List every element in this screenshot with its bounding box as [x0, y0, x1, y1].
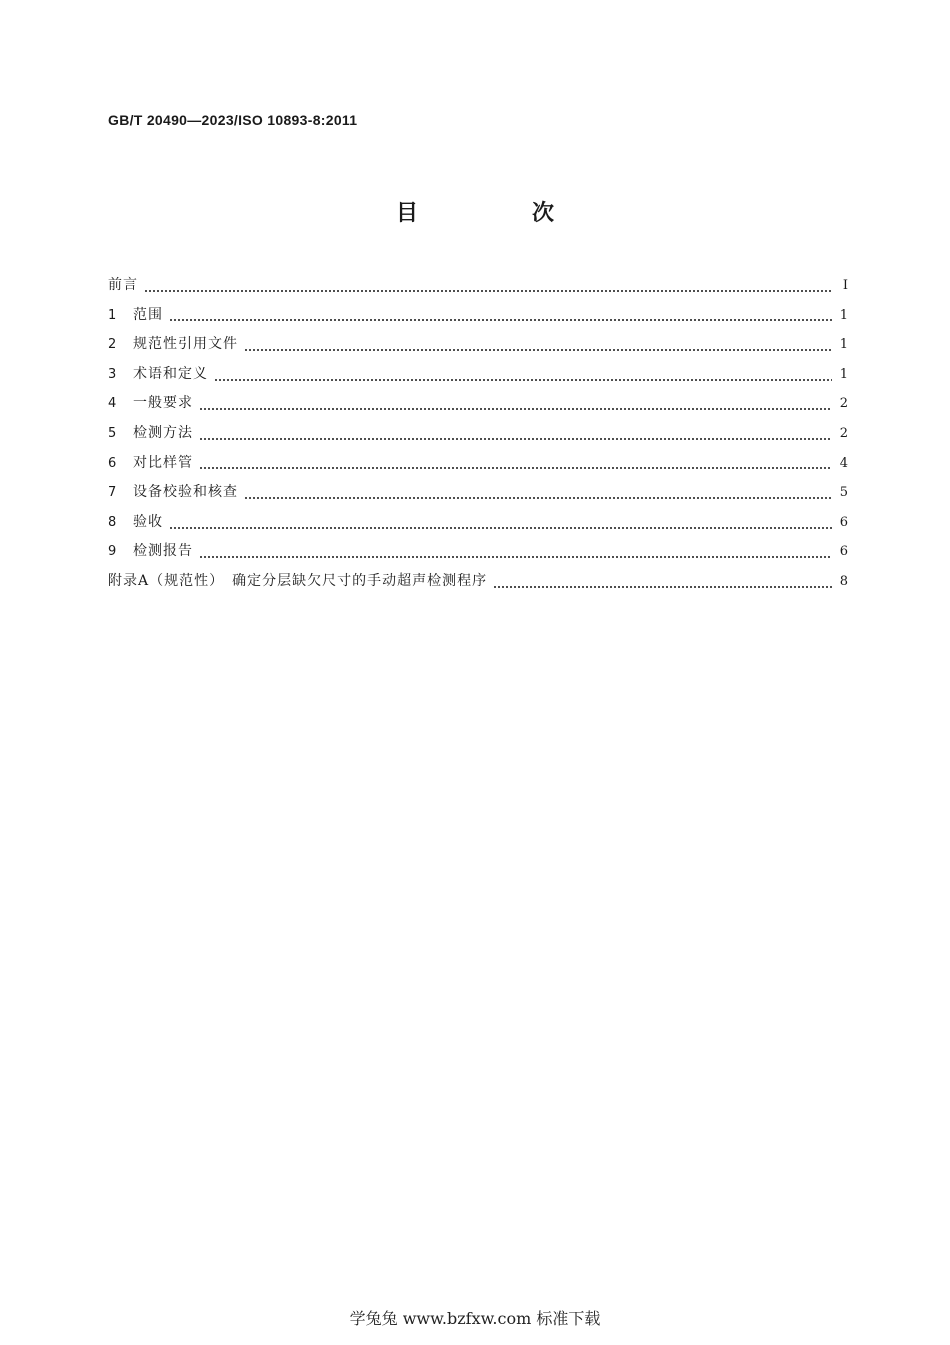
toc-entry-9[interactable]	[108, 540, 848, 570]
toc-entry-label: 设备校验和核查	[133, 484, 238, 501]
toc-entry-number: 8	[108, 514, 117, 530]
toc-entry-number: 5	[108, 425, 117, 441]
toc-entry-3[interactable]	[108, 363, 848, 393]
dot-leader	[199, 402, 832, 416]
toc-entry-label: 范围	[133, 306, 163, 323]
toc-page-number: 2	[839, 396, 848, 412]
toc-entry-number: 1	[108, 307, 117, 323]
toc-page-number: 8	[839, 573, 848, 589]
dot-leader	[199, 550, 832, 564]
toc-entry-label: 附录A（规范性） 确定分层缺欠尺寸的手动超声检测程序	[108, 572, 488, 589]
toc-entry-label: 检测报告	[133, 543, 193, 560]
toc-page-number: 5	[839, 485, 848, 501]
dot-leader	[244, 491, 832, 505]
dot-leader	[214, 373, 832, 387]
toc-page-number: 1	[839, 366, 848, 382]
toc-entry-foreword[interactable]	[108, 274, 848, 304]
toc-entry-2[interactable]	[108, 333, 848, 363]
toc-entry-label: 规范性引用文件	[133, 336, 238, 353]
toc-entry-6[interactable]	[108, 452, 848, 482]
toc-entry-label: 前言	[108, 277, 138, 293]
toc-entry-number: 2	[108, 337, 117, 353]
toc-entry-8[interactable]	[108, 511, 848, 541]
toc-entry-1[interactable]	[108, 304, 848, 334]
dot-leader	[169, 313, 832, 327]
dot-leader	[199, 432, 832, 446]
toc-entry-number: 9	[108, 544, 117, 560]
toc-entry-7[interactable]	[108, 481, 848, 511]
toc-page-number: 6	[839, 514, 848, 530]
dot-leader	[144, 284, 832, 298]
toc-page-number: 2	[839, 425, 848, 441]
toc-entry-5[interactable]	[108, 422, 848, 452]
toc-page-number: 6	[839, 544, 848, 560]
toc-entry-label: 验收	[133, 513, 163, 530]
toc-entry-label: 对比样管	[133, 454, 193, 471]
toc-entry-number: 3	[108, 366, 117, 382]
toc-page-number: Ⅰ	[842, 278, 848, 293]
standard-code: GB/T 20490—2023/ISO 10893-8:2011	[108, 112, 358, 128]
toc-entry-number: 6	[108, 455, 117, 471]
dot-leader	[493, 580, 832, 594]
toc-entry-label: 术语和定义	[133, 365, 208, 382]
toc-entry-label: 一般要求	[133, 395, 193, 412]
toc-entry-4[interactable]	[108, 392, 848, 422]
dot-leader	[199, 461, 832, 475]
page-title: 目 次	[395, 201, 600, 226]
watermark-footer: 学兔兔 www.bzfxw.com 标准下载	[349, 1309, 601, 1328]
toc-page-number: 1	[839, 337, 848, 353]
dot-leader	[169, 521, 832, 535]
toc-page-number: 4	[839, 455, 848, 471]
toc-entry-annex-a[interactable]	[108, 570, 848, 600]
toc-page-number: 1	[839, 307, 848, 323]
toc-entry-number: 4	[108, 396, 117, 412]
toc-entry-label: 检测方法	[133, 424, 193, 441]
toc-entry-number: 7	[108, 485, 117, 501]
dot-leader	[244, 343, 832, 357]
table-of-contents	[108, 274, 848, 600]
